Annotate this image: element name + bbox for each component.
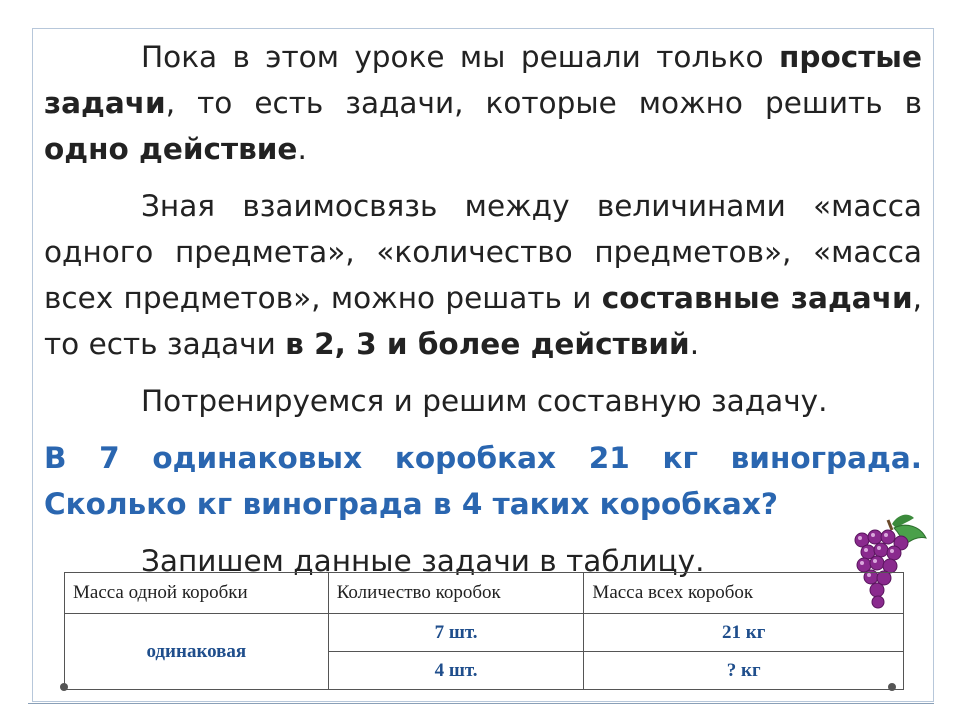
bold-term-simple-tasks: простые задачи [44,40,922,120]
text-fragment: . [297,132,307,166]
bottom-divider [28,703,934,704]
cell-count: 7 шт. [328,614,584,652]
text-fragment: Пока в этом уроке мы решали только [141,40,779,74]
bold-term-multi-actions: в 2, 3 и более действий [285,327,690,361]
text-fragment: . [689,327,700,361]
problem-statement: В 7 одинаковых коробках 21 кг винограда. Сколько кг винограда в 4 таких коробках? [44,441,922,521]
table-row [65,614,904,652]
text-fragment: Зная взаимосвязь между величинами «масса одного предмета», «количество предметов», «масса всех предметов», можно решать и [44,189,922,315]
bold-term-compound-tasks: составные задачи [601,281,913,315]
paragraph-practice: Потренируемся и решим составную задачу. [141,384,828,418]
header-mass-all-boxes: Масса всех коробок [584,573,904,614]
text-fragment: , то есть задачи [44,281,923,361]
slide-text [44,34,922,595]
cell-count: 4 шт. [328,652,584,690]
paragraph-relations [44,183,922,367]
paragraph-table-intro: Запишем данные задачи в таблицу. [141,544,705,578]
header-mass-one-box: Масса одной коробки [65,573,329,614]
table-header-row [65,573,904,614]
corner-dot [888,683,896,691]
bold-term-one-action: одно действие [44,132,298,166]
paragraph-intro [44,34,922,172]
cell-total: ? кг [584,652,904,690]
cell-total: 21 кг [584,614,904,652]
header-box-count: Количество коробок [328,573,584,614]
data-table [64,572,904,690]
text-fragment: , то есть задачи, которые можно решить в [165,86,922,120]
corner-dot [60,683,68,691]
cell-same-mass: одинаковая [65,614,329,690]
